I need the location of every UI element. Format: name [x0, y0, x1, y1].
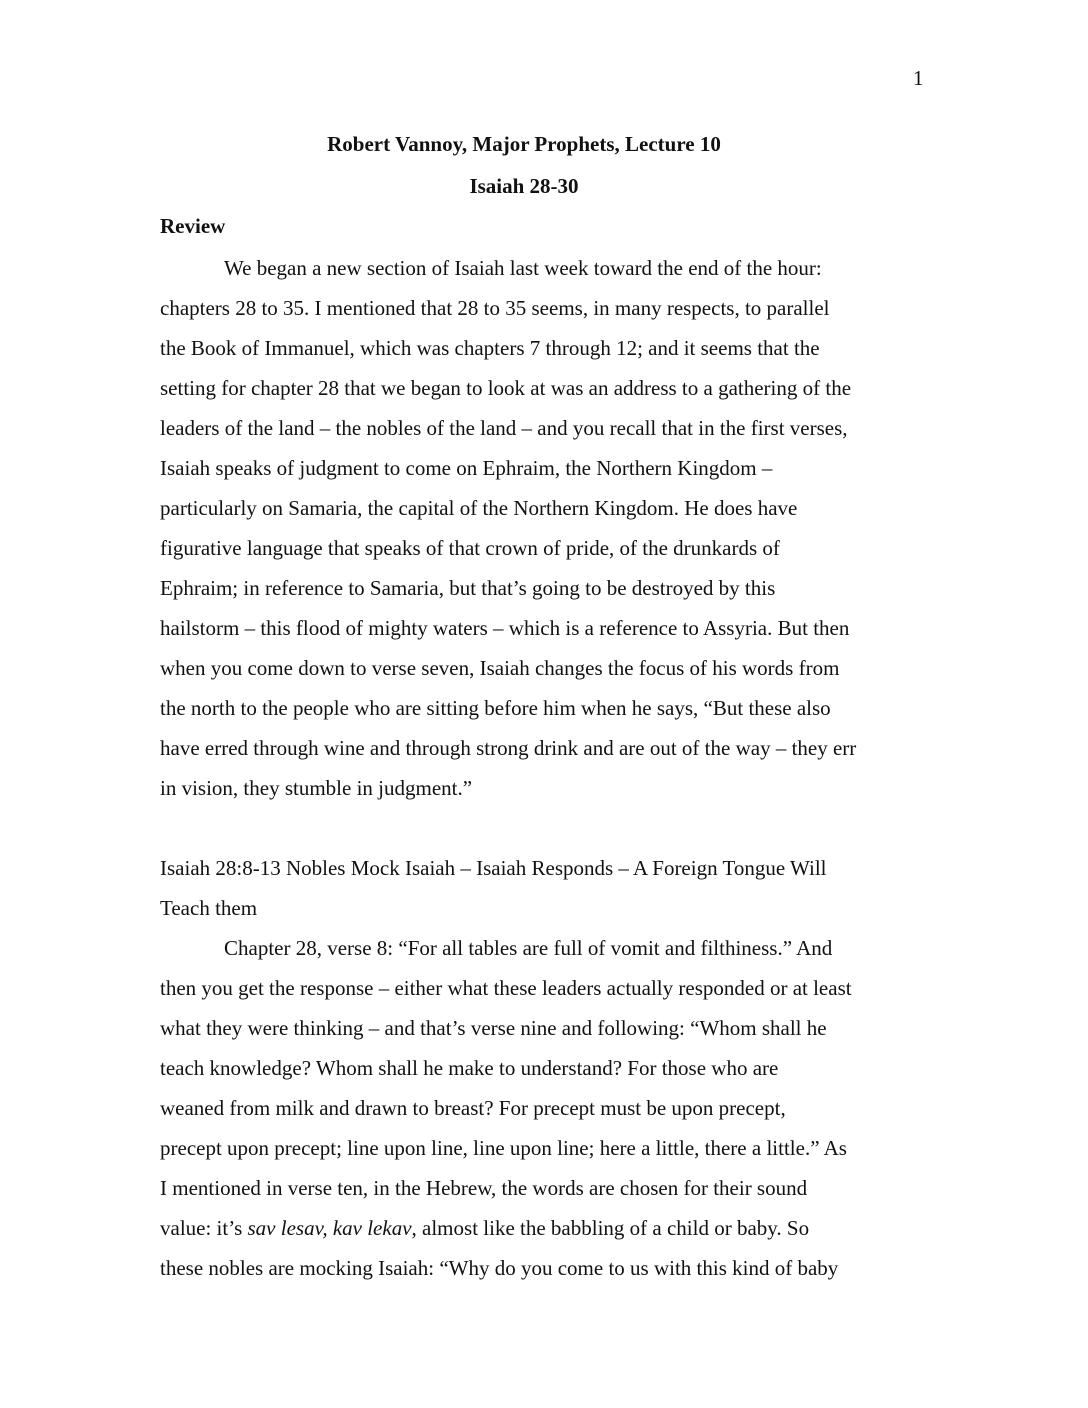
text-line: setting for chapter 28 that we began to look at was an address to a gathering of the [160, 376, 852, 400]
hebrew-transliteration: sav lesav, kav lekav [247, 1216, 412, 1240]
page-number: 1 [913, 66, 924, 90]
text-line: Isaiah 28:8-13 Nobles Mock Isaiah – Isaiah Responds – A Foreign Tongue Will [160, 856, 827, 880]
text-line: Teach them [160, 896, 258, 920]
section-heading-isaiah-28-8-13 [160, 848, 940, 928]
text-line: have erred through wine and through strong drink and are out of the way – they err [160, 736, 857, 760]
text-line: Ephraim; in reference to Samaria, but that’s going to be destroyed by this [160, 576, 776, 600]
text-line: figurative language that speaks of that crown of pride, of the drunkards of [160, 536, 780, 560]
document-subtitle: Isaiah 28-30 [469, 174, 579, 198]
text-line: hailstorm – this flood of mighty waters – which is a reference to Assyria. But then [160, 616, 850, 640]
text-line: Chapter 28, verse 8: “For all tables are full of vomit and filthiness.” And [224, 936, 833, 960]
text-line: then you get the response – either what these leaders actually responded or at least [160, 976, 852, 1000]
text-line: Isaiah speaks of judgment to come on Ephraim, the Northern Kingdom – [160, 456, 773, 480]
paragraph-chapter-28 [160, 928, 940, 1288]
text-line: the Book of Immanuel, which was chapters 7 through 12; and it seems that the [160, 336, 820, 360]
text-line: particularly on Samaria, the capital of the Northern Kingdom. He does have [160, 496, 798, 520]
text-line: weaned from milk and drawn to breast? For precept must be upon precept, [160, 1096, 786, 1120]
text-line: what they were thinking – and that’s verse nine and following: “Whom shall he [160, 1016, 827, 1040]
text-line: these nobles are mocking Isaiah: “Why do you come to us with this kind of baby [160, 1256, 839, 1280]
text-line [160, 1208, 940, 1248]
text-line: We began a new section of Isaiah last week toward the end of the hour: [224, 256, 822, 280]
text-line: I mentioned in verse ten, in the Hebrew, the words are chosen for their sound [160, 1176, 808, 1200]
text-line: teach knowledge? Whom shall he make to understand? For those who are [160, 1056, 779, 1080]
text-line: when you come down to verse seven, Isaiah changes the focus of his words from [160, 656, 840, 680]
document-title: Robert Vannoy, Major Prophets, Lecture 10 [327, 132, 721, 156]
paragraph-review [160, 248, 940, 808]
text-line: chapters 28 to 35. I mentioned that 28 to 35 seems, in many respects, to parallel [160, 296, 830, 320]
section-heading-review: Review [160, 214, 226, 238]
text-line: in vision, they stumble in judgment.” [160, 776, 473, 800]
text-line: precept upon precept; line upon line, line upon line; here a little, there a little.” As [160, 1136, 847, 1160]
text-span: value: it’s [160, 1216, 248, 1240]
text-span: , almost like the babbling of a child or baby. So [411, 1216, 810, 1240]
text-line: the north to the people who are sitting before him when he says, “But these also [160, 696, 831, 720]
text-line: leaders of the land – the nobles of the land – and you recall that in the first verses, [160, 416, 848, 440]
